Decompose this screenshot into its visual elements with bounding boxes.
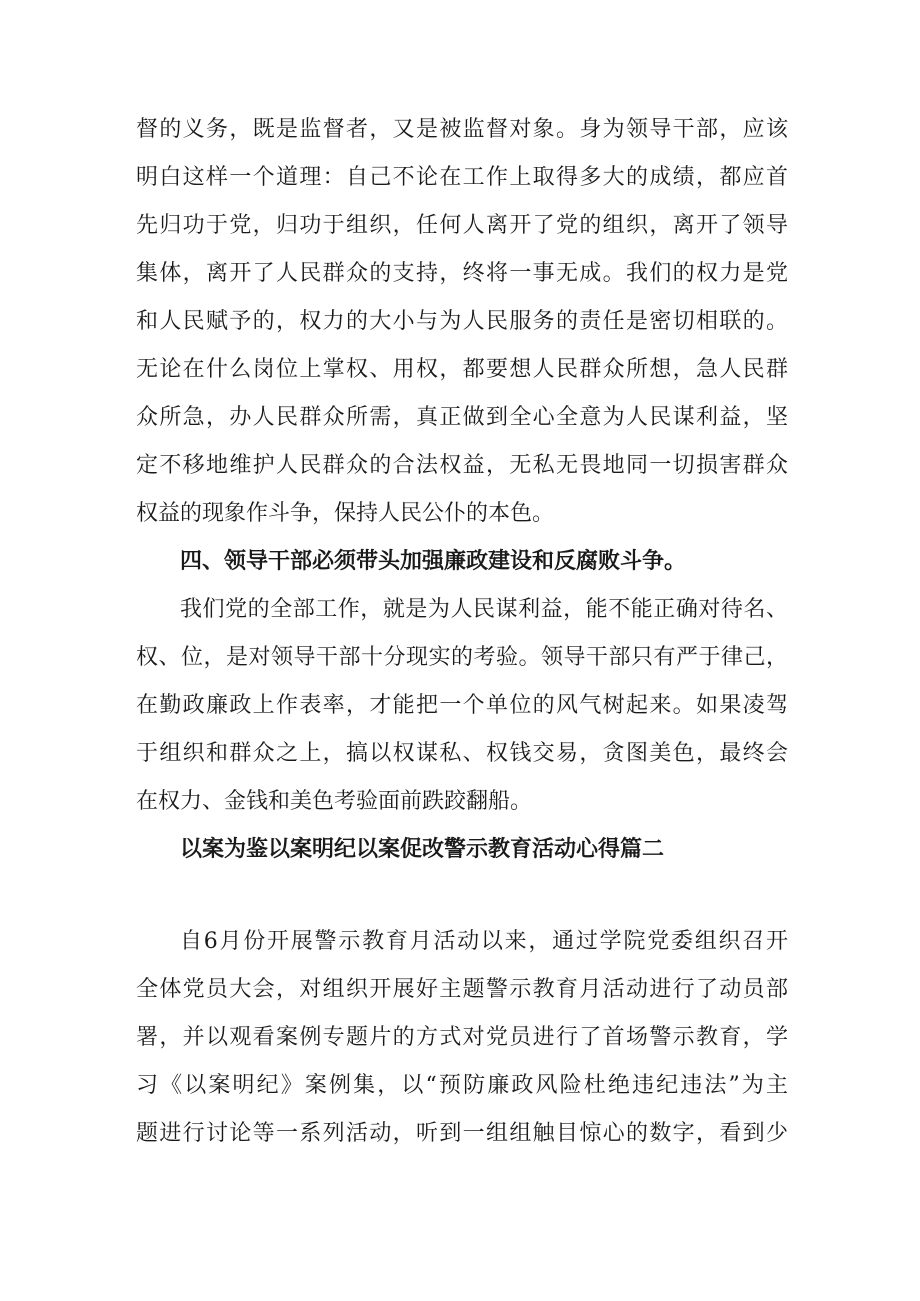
text-line: 众所急，办人民群众所需，真正做到全心全意为人民谋利益，坚 [136,405,788,430]
text-line: 明白这样一个道理：自己不论在工作上取得多大的成绩，都应首 [136,165,788,190]
text-line: 权、位，是对领导干部十分现实的考验。领导干部只有严于律己， [136,645,788,670]
text-line: 我们党的全部工作，就是为人民谋利益，能不能正确对待名、 [180,597,788,622]
text-line: 集体，离开了人民群众的支持，终将一事无成。我们的权力是党 [136,261,788,286]
document-page [136,106,788,1158]
text-line: 在权力、金钱和美色考验面前跌跤翻船。 [136,789,533,814]
paragraph-2 [136,586,788,826]
article-title: 以案为鉴以案明纪以案促改警示教育活动心得篇二 [180,837,665,862]
text-line: 署，并以观看案例专题片的方式对党员进行了首场警示教育，学 [136,1025,788,1050]
blank-line [136,874,788,918]
text-line: 题进行讨论等一系列活动，听到一组组触目惊心的数字，看到少 [136,1121,788,1146]
paragraph-1 [136,106,788,538]
text-line: 定不移地维护人民群众的合法权益，无私无畏地同一切损害群众 [136,453,788,478]
text-line: 督的义务，既是监督者，又是被监督对象。身为领导干部，应该 [136,117,788,142]
text-line: 先归功于党，归功于组织，任何人离开了党的组织，离开了领导 [136,213,788,238]
text-line: 权益的现象作斗争，保持人民公仆的本色。 [136,501,555,526]
paragraph-3 [136,918,788,1158]
section-heading-4: 四、领导干部必须带头加强廉政建设和反腐败斗争。 [180,549,687,574]
text-line: 无论在什么岗位上掌权、用权，都要想人民群众所想，急人民群 [136,357,788,382]
text-line: 于组织和群众之上，搞以权谋私、权钱交易，贪图美色，最终会 [136,741,788,766]
text-line: 和人民赋予的，权力的大小与为人民服务的责任是密切相联的。 [136,309,788,334]
text-line: 自6月份开展警示教育月活动以来，通过学院党委组织召开 [180,929,788,954]
text-line: 习《以案明纪》案例集，以“预防廉政风险杜绝违纪违法”为主 [136,1073,788,1098]
text-line: 全体党员大会，对组织开展好主题警示教育月活动进行了动员部 [136,977,788,1002]
text-line: 在勤政廉政上作表率，才能把一个单位的风气树起来。如果凌驾 [136,693,788,718]
